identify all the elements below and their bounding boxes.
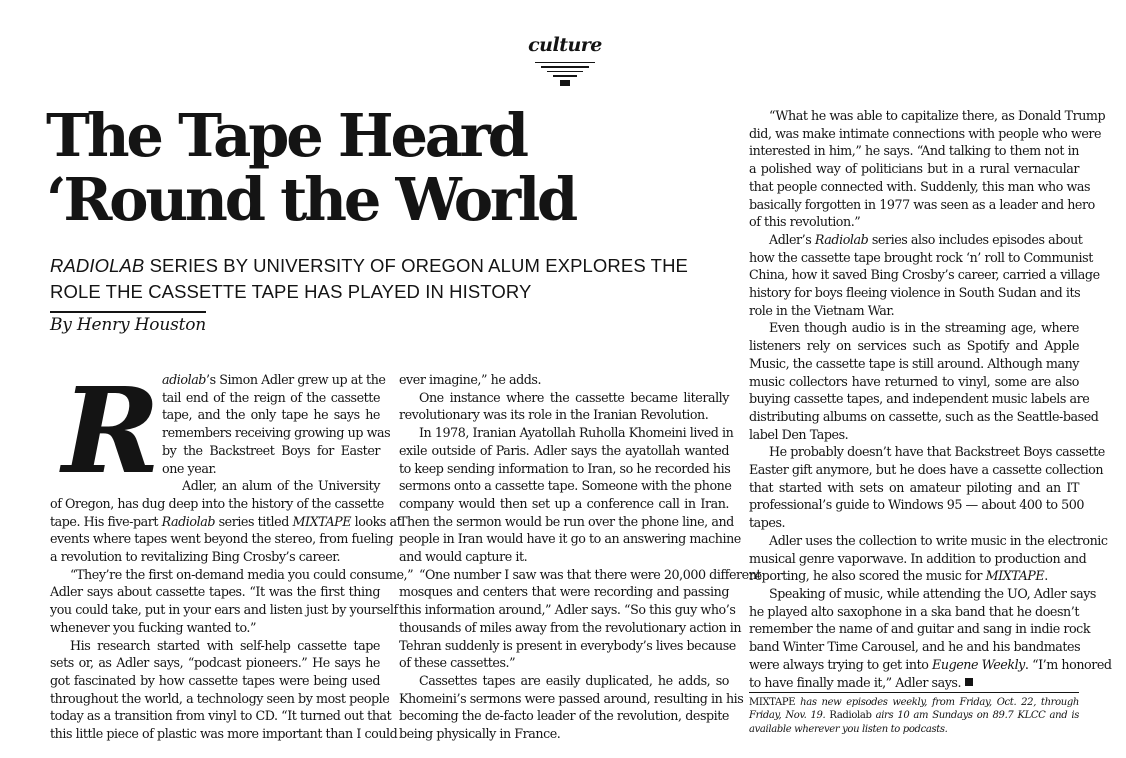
text-line: role in the Vietnam War.: [749, 302, 895, 318]
text-line: to have finally made it,” Adler says.: [749, 674, 1079, 692]
text-line: remembers receiving growing up was: [162, 425, 391, 441]
footnote-italic: has new episodes weekly, from Friday, Oct. 22, through: [795, 697, 1079, 708]
text-line: remember the name of and guitar and sang in indie rock: [749, 621, 1091, 637]
text-line: listeners rely on services such as Spotify and Apple: [749, 338, 1079, 354]
text-line: tape. His five-part Radiolab series titled MIXTAPE looks at: [50, 513, 402, 529]
text-line: that people connected with. Suddenly, this man who was: [749, 178, 1091, 194]
text-line: people in Iran would have it go to an answering machine: [399, 531, 741, 547]
text-line: China, how it saved Bing Crosby’s career, carried a village: [749, 267, 1100, 283]
paragraph: [749, 443, 1105, 532]
section-ornament: [530, 62, 600, 89]
text-line: that started with sets on amateur piloting and an IT: [749, 479, 1079, 495]
text-line: buying cassette tapes, and independent music labels are: [749, 391, 1090, 407]
italic-title: MIXTAPE: [985, 568, 1045, 584]
paragraph: [399, 672, 744, 743]
text-line: In 1978, Iranian Ayatollah Ruholla Khomeini lived in: [419, 425, 734, 441]
body-column-2: [399, 371, 762, 743]
text-line: and would capture it.: [399, 549, 528, 565]
paragraph: [50, 477, 402, 566]
text-line: to keep sending information to Iran, so he recorded his: [399, 460, 731, 476]
text-line: Khomeini’s sermons were passed around, resulting in his: [399, 690, 744, 706]
paragraph: [399, 371, 729, 389]
text-line: today as a transition from vinyl to CD. “It turned out that: [50, 708, 392, 724]
end-mark-icon: [965, 678, 973, 686]
text-line: music collectors have returned to vinyl, some are also: [749, 373, 1079, 389]
text-line: interested in him,” he says. “And talking to them not in: [749, 143, 1079, 159]
headline: [46, 101, 726, 234]
text-line: Adler uses the collection to write music in the electronic: [769, 532, 1108, 548]
italic-title: Eugene Weekly: [932, 656, 1025, 672]
text-line: Adler, an alum of the University: [182, 478, 380, 494]
chevron-down-icon: [560, 80, 570, 86]
text-line: Even though audio is in the streaming age, where: [769, 320, 1079, 336]
text-line: Cassettes tapes are easily duplicated, he adds, so: [419, 672, 729, 688]
text-line: Adler’s Radiolab series also includes episodes about: [769, 231, 1083, 247]
text-line: reporting, he also scored the music for MIXTAPE.: [749, 568, 1048, 584]
text-line: Then the sermon would be run over the phone line, and: [399, 513, 734, 529]
paragraph: [50, 637, 398, 743]
deck-line-1-rest: SERIES BY UNIVERSITY OF OREGON ALUM EXPLORES THE: [144, 255, 688, 276]
text-line: this little piece of plastic was more important than I could: [50, 726, 398, 742]
text-line: tapes.: [749, 515, 786, 531]
paragraph: [399, 424, 741, 566]
text-line: he played alto saxophone in a ska band that he doesn’t: [749, 603, 1079, 619]
text-line: “What he was able to capitalize there, as Donald Trump: [769, 108, 1106, 123]
text-line: of these cassettes.”: [399, 655, 516, 671]
footnote-line: [749, 723, 1079, 736]
italic-title: MIXTAPE: [292, 513, 352, 529]
text-line: one year.: [162, 460, 217, 476]
footnote: [749, 696, 1079, 736]
paragraph: [749, 231, 1100, 320]
byline: By Henry Houston: [50, 315, 207, 335]
footnote-italic: Friday, Nov. 19.: [749, 710, 830, 722]
text-line: were always trying to get into Eugene Weekly. “I’m honored: [749, 656, 1112, 672]
text-line: He probably doesn’t have that Backstreet Boys cassette: [769, 444, 1105, 460]
text-line: being physically in France.: [399, 726, 561, 742]
text-line: company would then set up a conference call in Iran.: [399, 495, 729, 511]
body-column-1: [50, 361, 414, 743]
text-line: His research started with self-help cassette tape: [70, 637, 380, 653]
footnote-rule: [749, 692, 1079, 693]
text-line: sermons onto a cassette tape. Someone with the phone: [399, 478, 732, 494]
text-line: whenever you fucking wanted to.”: [50, 619, 257, 635]
text-line: revolutionary was its role in the Iranian Revolution.: [399, 407, 709, 423]
italic-title: Radiolab: [814, 231, 869, 247]
text-line: of Oregon, has dug deep into the history of the cassette: [50, 495, 384, 511]
footnote-line: MIXTAPE has new episodes weekly, from Friday, Oct. 22, through: [749, 697, 1079, 708]
paragraph: [399, 566, 762, 672]
paragraph: [749, 107, 1106, 231]
drop-cap: R: [62, 361, 161, 500]
deck-show-name: RADIOLAB: [50, 255, 145, 276]
text-line: throughout the world, a technology seen by most people: [50, 690, 390, 706]
text-line: Tehran suddenly is present in everybody’s lives because: [399, 637, 736, 653]
text-line: mosques and centers that were recording and passing: [399, 584, 729, 600]
text-line: Music, the cassette tape is still around. Although many: [749, 355, 1080, 371]
text-line: a revolution to revitalizing Bing Crosby’s career.: [50, 549, 341, 565]
text-line: becoming the de-facto leader of the revolution, despite: [399, 708, 729, 724]
paragraph: [749, 585, 1112, 691]
deck: [50, 253, 740, 305]
text-line: band Winter Time Carousel, and he and his bandmates: [749, 639, 1081, 655]
section-label: culture: [528, 34, 602, 56]
text-line: exile outside of Paris. Adler says the ayatollah wanted: [399, 442, 729, 458]
text-line: by the Backstreet Boys for Easter: [162, 442, 380, 458]
text-line: did, was make intimate connections with people who were: [749, 125, 1102, 141]
footnote-italic: available wherever you listen to podcasts.: [749, 723, 948, 735]
text-line: “One number I saw was that there were 20,000 different: [419, 566, 762, 582]
text-line: “They’re the first on-demand media you could consume,”: [70, 566, 414, 582]
deck-line-2: ROLE THE CASSETTE TAPE HAS PLAYED IN HISTORY: [50, 281, 532, 302]
paragraph: [50, 566, 414, 637]
text-line: basically forgotten in 1977 was seen as a leader and hero: [749, 196, 1095, 212]
text-line: history for boys fleeing violence in South Sudan and its: [749, 285, 1081, 301]
text-line: of this revolution.”: [749, 214, 861, 230]
text-line: got fascinated by how cassette tapes were being used: [50, 672, 380, 688]
headline-line-2: ‘Round the World: [46, 165, 576, 234]
body-column-3: [749, 107, 1112, 691]
text-line: tape, and the only tape he says he: [162, 407, 380, 423]
section-header: [520, 34, 610, 56]
text-line: Easter gift anymore, but he does have a cassette collection: [749, 462, 1104, 478]
paragraph: [749, 532, 1108, 585]
text-line: you could take, put in your ears and listen just by yourself: [50, 602, 398, 618]
footnote-italic: airs 10 am Sundays on 89.7 KLCC and is: [871, 710, 1079, 722]
text-line: a polished way of politicians but in a rural vernacular: [749, 161, 1079, 177]
text-line: professional’s guide to Windows 95 — about 400 to 500: [749, 497, 1085, 513]
italic-title: Radiolab: [161, 513, 215, 529]
paragraph: [399, 389, 729, 424]
text-line: ever imagine,” he adds.: [399, 372, 542, 387]
text-line: adiolab’s Simon Adler grew up at the: [162, 372, 386, 387]
text-line: label Den Tapes.: [749, 426, 849, 442]
text-line: Adler says about cassette tapes. “It was the first thing: [50, 584, 380, 600]
text-line: One instance where the cassette became literally: [419, 389, 729, 405]
paragraph: [50, 371, 391, 477]
text-line: musical genre vaporwave. In addition to production and: [749, 550, 1087, 566]
headline-line-1: The Tape Heard: [46, 101, 526, 170]
byline-rule: [50, 311, 206, 313]
paragraph: [749, 319, 1099, 443]
footnote-line: Friday, Nov. 19. Radiolab airs 10 am Sundays on 89.7 KLCC and is: [749, 710, 1079, 722]
text-line: sets or, as Adler says, “podcast pioneers.” He says he: [50, 655, 380, 671]
text-line: Speaking of music, while attending the UO, Adler says: [769, 585, 1096, 601]
deck-line-1: [50, 253, 740, 279]
text-line: distributing albums on cassette, such as the Seattle-based: [749, 408, 1099, 424]
text-line: how the cassette tape brought rock ‘n’ roll to Communist: [749, 249, 1093, 265]
text-line: events where tapes went beyond the stereo, from fueling: [50, 531, 394, 547]
text-line: this information around,” Adler says. “So this guy who’s: [399, 602, 736, 618]
text-line: thousands of miles away from the revolutionary action in: [399, 619, 742, 635]
italic-title: adiolab: [162, 372, 206, 387]
text-line: tail end of the reign of the cassette: [162, 389, 380, 405]
